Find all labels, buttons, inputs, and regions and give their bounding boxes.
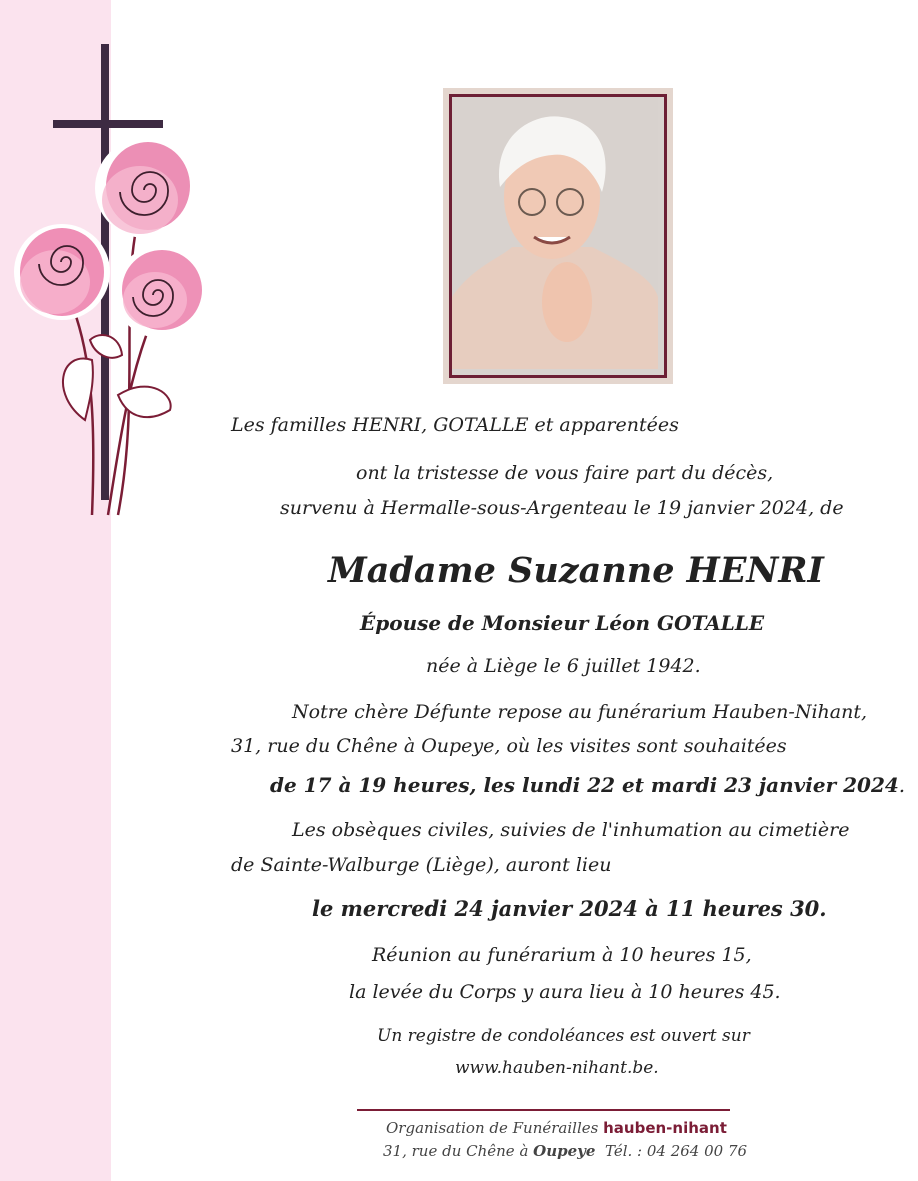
footer-divider (357, 1109, 730, 1111)
announcement-line-2: survenu à Hermalle-sous-Argenteau le 19 janvier 2024, de (280, 497, 844, 519)
birth-line: née à Liège le 6 juillet 1942. (426, 655, 701, 677)
cross-horizontal (53, 120, 163, 128)
visitation-line-1: Notre chère Défunte repose au funérarium Hauben-Nihant, (292, 701, 868, 723)
registry-line: Un registre de condoléances est ouvert sur (377, 1026, 750, 1046)
spouse-line: Épouse de Monsieur Léon GOTALLE (360, 611, 765, 635)
announcement-line-1: ont la tristesse de vous faire part du décès, (356, 462, 774, 484)
ceremony-line-2: de Sainte-Walburge (Liège), auront lieu (231, 854, 612, 876)
ceremony-date: le mercredi 24 janvier 2024 à 11 heures 30. (312, 896, 827, 921)
portrait-frame (443, 88, 673, 384)
ceremony-line-1: Les obsèques civiles, suivies de l'inhumation au cimetière (292, 819, 850, 841)
brand-logo: hauben-nihant (603, 1119, 727, 1137)
footer-organisation: Organisation de Funérailles hauben-nihant (386, 1119, 727, 1137)
visitation-hours: de 17 à 19 heures, les lundi 22 et mardi 23 janvier 2024. (270, 773, 906, 797)
families-line: Les familles HENRI, GOTALLE et apparentées (231, 414, 679, 436)
meeting-line-1: Réunion au funérarium à 10 heures 15, (372, 944, 752, 966)
registry-url[interactable]: www.hauben-nihant.be. (455, 1058, 659, 1078)
cross-roses-illustration (0, 30, 220, 530)
meeting-line-2: la levée du Corps y aura lieu à 10 heures 45. (349, 981, 781, 1003)
footer-address: 31, rue du Chêne à Oupeye Tél. : 04 264 00 76 (383, 1142, 748, 1160)
visitation-line-2: 31, rue du Chêne à Oupeye, où les visites sont souhaitées (231, 735, 787, 757)
deceased-name: Madame Suzanne HENRI (328, 550, 824, 591)
portrait-photo (449, 94, 667, 378)
